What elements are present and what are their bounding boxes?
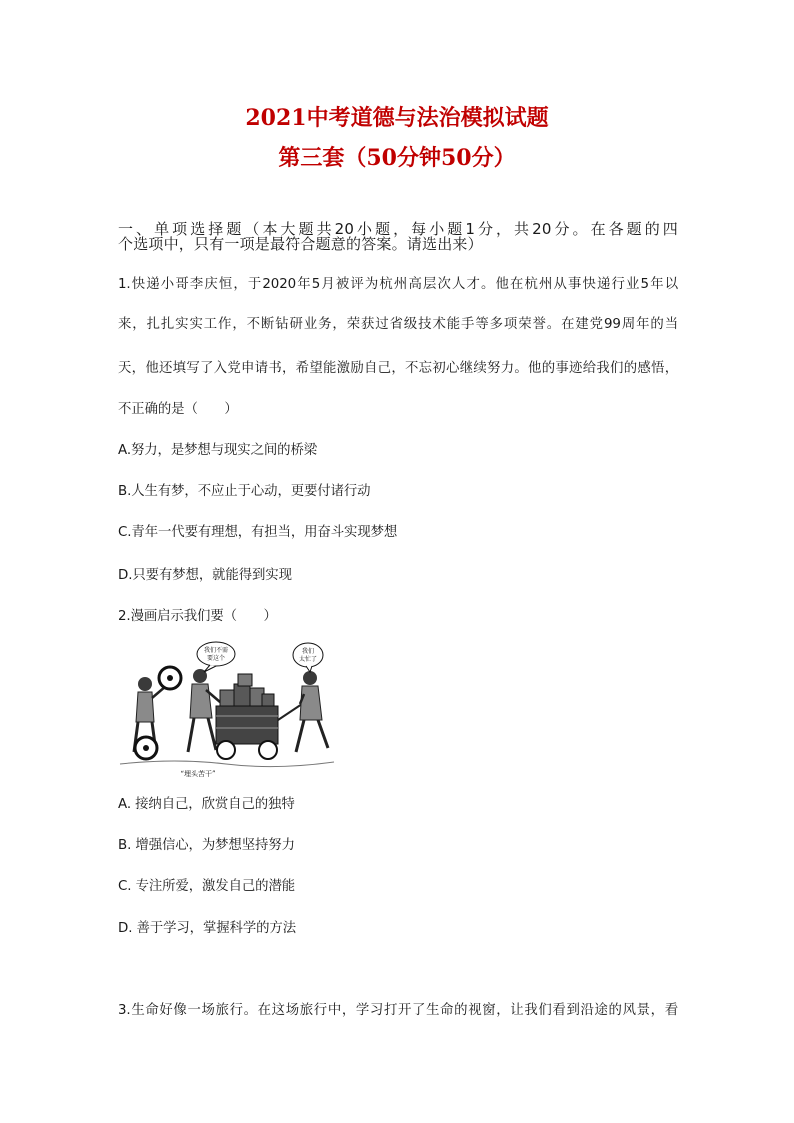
question-1-stem-line-4: 不正确的是（ ） (118, 402, 238, 417)
question-1-stem-line-1: 1.快递小哥李庆恒，于2020年5月被评为杭州高层次人才。他在杭州从事快递行业5年以 (118, 277, 678, 292)
speech-bubble-left-line-1: 我们不需 (203, 647, 229, 654)
question-1-stem-line-3: 天，他还填写了入党申请书，希望能激励自己，不忘初心继续努力。他的事迹给我们的感悟， (118, 361, 678, 376)
question-2-option-d: D. 善于学习，掌握科学的方法 (118, 921, 297, 936)
question-3-stem-line-1: 3.生命好像一场旅行。在这场旅行中，学习打开了生命的视窗，让我们看到沿途的风景，看 (118, 1003, 678, 1018)
section-instruction-line-2: 个选项中，只有一项是最符合题意的答案。请选出来） (118, 235, 483, 253)
question-1-option-d: D.只要有梦想，就能得到实现 (118, 568, 292, 583)
cartoon-caption: “埋头苦干” (180, 770, 216, 778)
speech-bubble-left-line-2: 要这个 (206, 655, 226, 662)
question-1-option-b: B.人生有梦，不应止于心动，更要付诸行动 (118, 484, 371, 499)
wooden-cart (216, 674, 302, 759)
exam-subtitle: 第三套（50分钟50分） (278, 145, 516, 171)
cartoon-illustration (116, 640, 338, 782)
question-2-option-b: B. 增强信心，为梦想坚持努力 (118, 838, 295, 853)
speech-bubble-right-line-2: 太忙了 (298, 656, 318, 663)
caveman-right (296, 671, 328, 752)
section-instruction-line-1: 一、单项选择题（本大题共20小题，每小题1分，共20分。在各题的四 (118, 220, 678, 238)
question-2-option-c: C. 专注所爱，激发自己的潜能 (118, 879, 296, 894)
speech-bubble-right-line-1: 我们 (301, 648, 315, 655)
caveman-middle (188, 669, 220, 752)
question-2-stem: 2.漫画启示我们要（ ） (118, 609, 277, 624)
question-1-option-a: A.努力，是梦想与现实之间的桥梁 (118, 443, 318, 458)
question-1-option-c: C.青年一代要有理想，有担当，用奋斗实现梦想 (118, 525, 398, 540)
question-2-option-a: A. 接纳自己，欣赏自己的独特 (118, 797, 295, 812)
exam-title: 2021中考道德与法治模拟试题 (245, 105, 549, 131)
speech-bubble-right (293, 643, 323, 672)
question-1-stem-line-2: 来，扎扎实实工作，不断钻研业务，荣获过省级技术能手等多项荣誉。在建党99周年的当 (118, 317, 678, 332)
speech-bubble-left (197, 642, 235, 672)
